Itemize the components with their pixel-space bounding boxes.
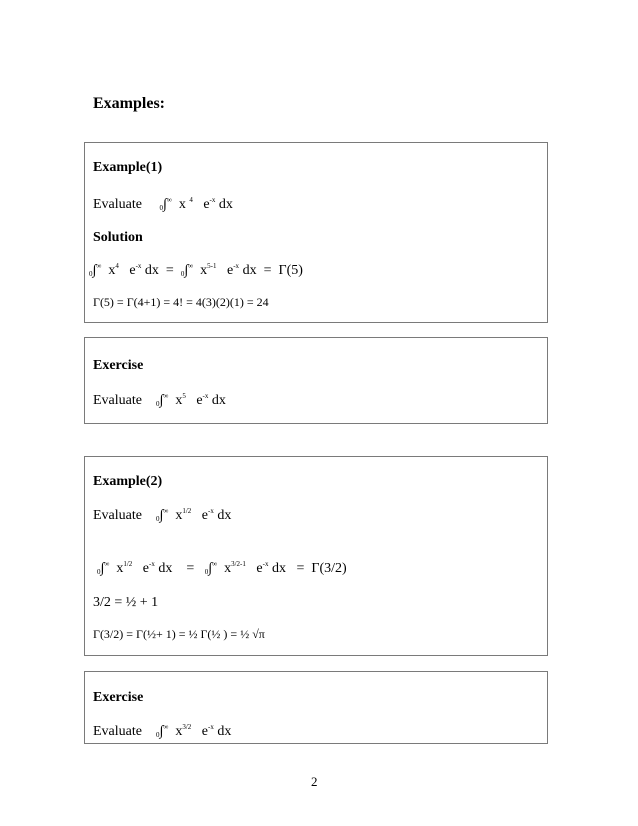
power: 3/2 bbox=[182, 723, 192, 731]
rhs-power: 5-1 bbox=[207, 262, 217, 270]
integrand-power: 4 bbox=[189, 196, 193, 204]
exp-base: e bbox=[129, 263, 136, 278]
integral-sign-icon: ∫ bbox=[159, 724, 164, 739]
equals-sign: = bbox=[296, 561, 305, 576]
integral-lower-bound: 0 bbox=[159, 204, 163, 212]
exp-power: -x bbox=[262, 560, 269, 568]
upper-bound: ∞ bbox=[188, 262, 194, 270]
example-1-title: Example(1) bbox=[93, 160, 163, 175]
variable: x bbox=[116, 561, 124, 576]
lower-bound: 0 bbox=[97, 568, 101, 576]
exp-power: -x bbox=[149, 560, 155, 568]
example-2-step-1 bbox=[97, 561, 347, 577]
example-2-box bbox=[84, 456, 548, 656]
dx: dx bbox=[158, 561, 173, 576]
dx: dx bbox=[217, 508, 232, 523]
example-1-step-1 bbox=[89, 263, 303, 279]
lower-bound: 0 bbox=[204, 568, 209, 576]
exercise-2-box bbox=[84, 671, 548, 744]
example-1-question bbox=[93, 197, 233, 213]
dx: dx bbox=[242, 263, 257, 278]
variable: x bbox=[200, 263, 208, 278]
exp-base: e bbox=[201, 508, 208, 523]
exp-base: e bbox=[256, 561, 263, 576]
exp-power: -x bbox=[208, 507, 214, 515]
lower-bound: 0 bbox=[89, 270, 93, 278]
page-number: 2 bbox=[311, 774, 318, 789]
variable: x bbox=[108, 263, 116, 278]
dx: dx bbox=[211, 393, 226, 408]
integral-sign-icon: ∫ bbox=[100, 561, 105, 576]
integral-sign-icon: ∫ bbox=[159, 508, 164, 523]
integral-sign-icon: ∫ bbox=[162, 197, 167, 212]
example-1-step-2: Γ(5) = Γ(4+1) = 4! = 4(3)(2)(1) = 24 bbox=[93, 295, 269, 309]
exp-power: -x bbox=[209, 196, 216, 204]
power: 5 bbox=[182, 392, 186, 400]
rhs-power: 3/2-1 bbox=[231, 560, 246, 568]
exp-power: -x bbox=[202, 392, 209, 400]
exp-base: e bbox=[203, 197, 210, 212]
step-result: Γ(3/2) bbox=[311, 561, 347, 576]
evaluate-label: Evaluate bbox=[93, 724, 142, 739]
dx: dx bbox=[218, 197, 233, 212]
integral-sign-icon: ∫ bbox=[208, 561, 213, 576]
exp-power: -x bbox=[233, 262, 240, 270]
exercise-2-title: Exercise bbox=[93, 690, 144, 705]
dx: dx bbox=[271, 561, 286, 576]
power: 1/2 bbox=[182, 507, 192, 515]
exp-base: e bbox=[227, 263, 234, 278]
evaluate-label: Evaluate bbox=[93, 393, 142, 408]
upper-bound: ∞ bbox=[96, 262, 102, 270]
lower-bound: 0 bbox=[180, 270, 185, 278]
exp-base: e bbox=[142, 561, 150, 576]
example-2-title: Example(2) bbox=[93, 474, 163, 489]
dx: dx bbox=[217, 724, 232, 739]
exercise-1-title: Exercise bbox=[93, 358, 144, 373]
upper-bound: ∞ bbox=[163, 723, 169, 731]
exercise-1-box bbox=[84, 337, 548, 424]
variable: x bbox=[224, 561, 232, 576]
variable: x bbox=[175, 724, 183, 739]
example-2-step-2: 3/2 = ½ + 1 bbox=[93, 595, 159, 610]
exp-power: -x bbox=[135, 262, 142, 270]
upper-bound: ∞ bbox=[104, 560, 110, 568]
lhs-power: 4 bbox=[115, 262, 119, 270]
integrand-variable: x bbox=[178, 197, 186, 212]
step-result: Γ(5) bbox=[278, 263, 303, 278]
integral-upper-bound: ∞ bbox=[166, 196, 172, 204]
example-2-step-3: Γ(3/2) = Γ(½+ 1) = ½ Γ(½ ) = ½ √π bbox=[93, 627, 265, 641]
exp-base: e bbox=[201, 724, 208, 739]
example-2-question bbox=[93, 508, 231, 524]
exercise-2-question bbox=[93, 724, 231, 740]
exp-power: -x bbox=[208, 723, 214, 731]
equals-sign: = bbox=[186, 561, 195, 576]
integral-sign-icon: ∫ bbox=[159, 393, 164, 408]
lower-bound: 0 bbox=[155, 400, 160, 408]
upper-bound: ∞ bbox=[163, 507, 169, 515]
lhs-power: 1/2 bbox=[123, 560, 133, 568]
example-1-box bbox=[84, 142, 548, 323]
exercise-1-question bbox=[93, 393, 226, 409]
equals-sign: = bbox=[263, 263, 272, 278]
variable: x bbox=[175, 508, 183, 523]
upper-bound: ∞ bbox=[163, 392, 169, 400]
integral-sign-icon: ∫ bbox=[184, 263, 189, 278]
dx: dx bbox=[144, 263, 159, 278]
upper-bound: ∞ bbox=[212, 560, 218, 568]
integral-sign-icon: ∫ bbox=[92, 263, 97, 278]
page-heading: Examples: bbox=[93, 95, 165, 112]
exp-base: e bbox=[196, 393, 203, 408]
lower-bound: 0 bbox=[155, 515, 160, 523]
evaluate-label: Evaluate bbox=[93, 197, 142, 212]
lower-bound: 0 bbox=[155, 731, 160, 739]
evaluate-label: Evaluate bbox=[93, 508, 142, 523]
solution-label: Solution bbox=[93, 230, 143, 245]
equals-sign: = bbox=[165, 263, 174, 278]
variable: x bbox=[175, 393, 183, 408]
